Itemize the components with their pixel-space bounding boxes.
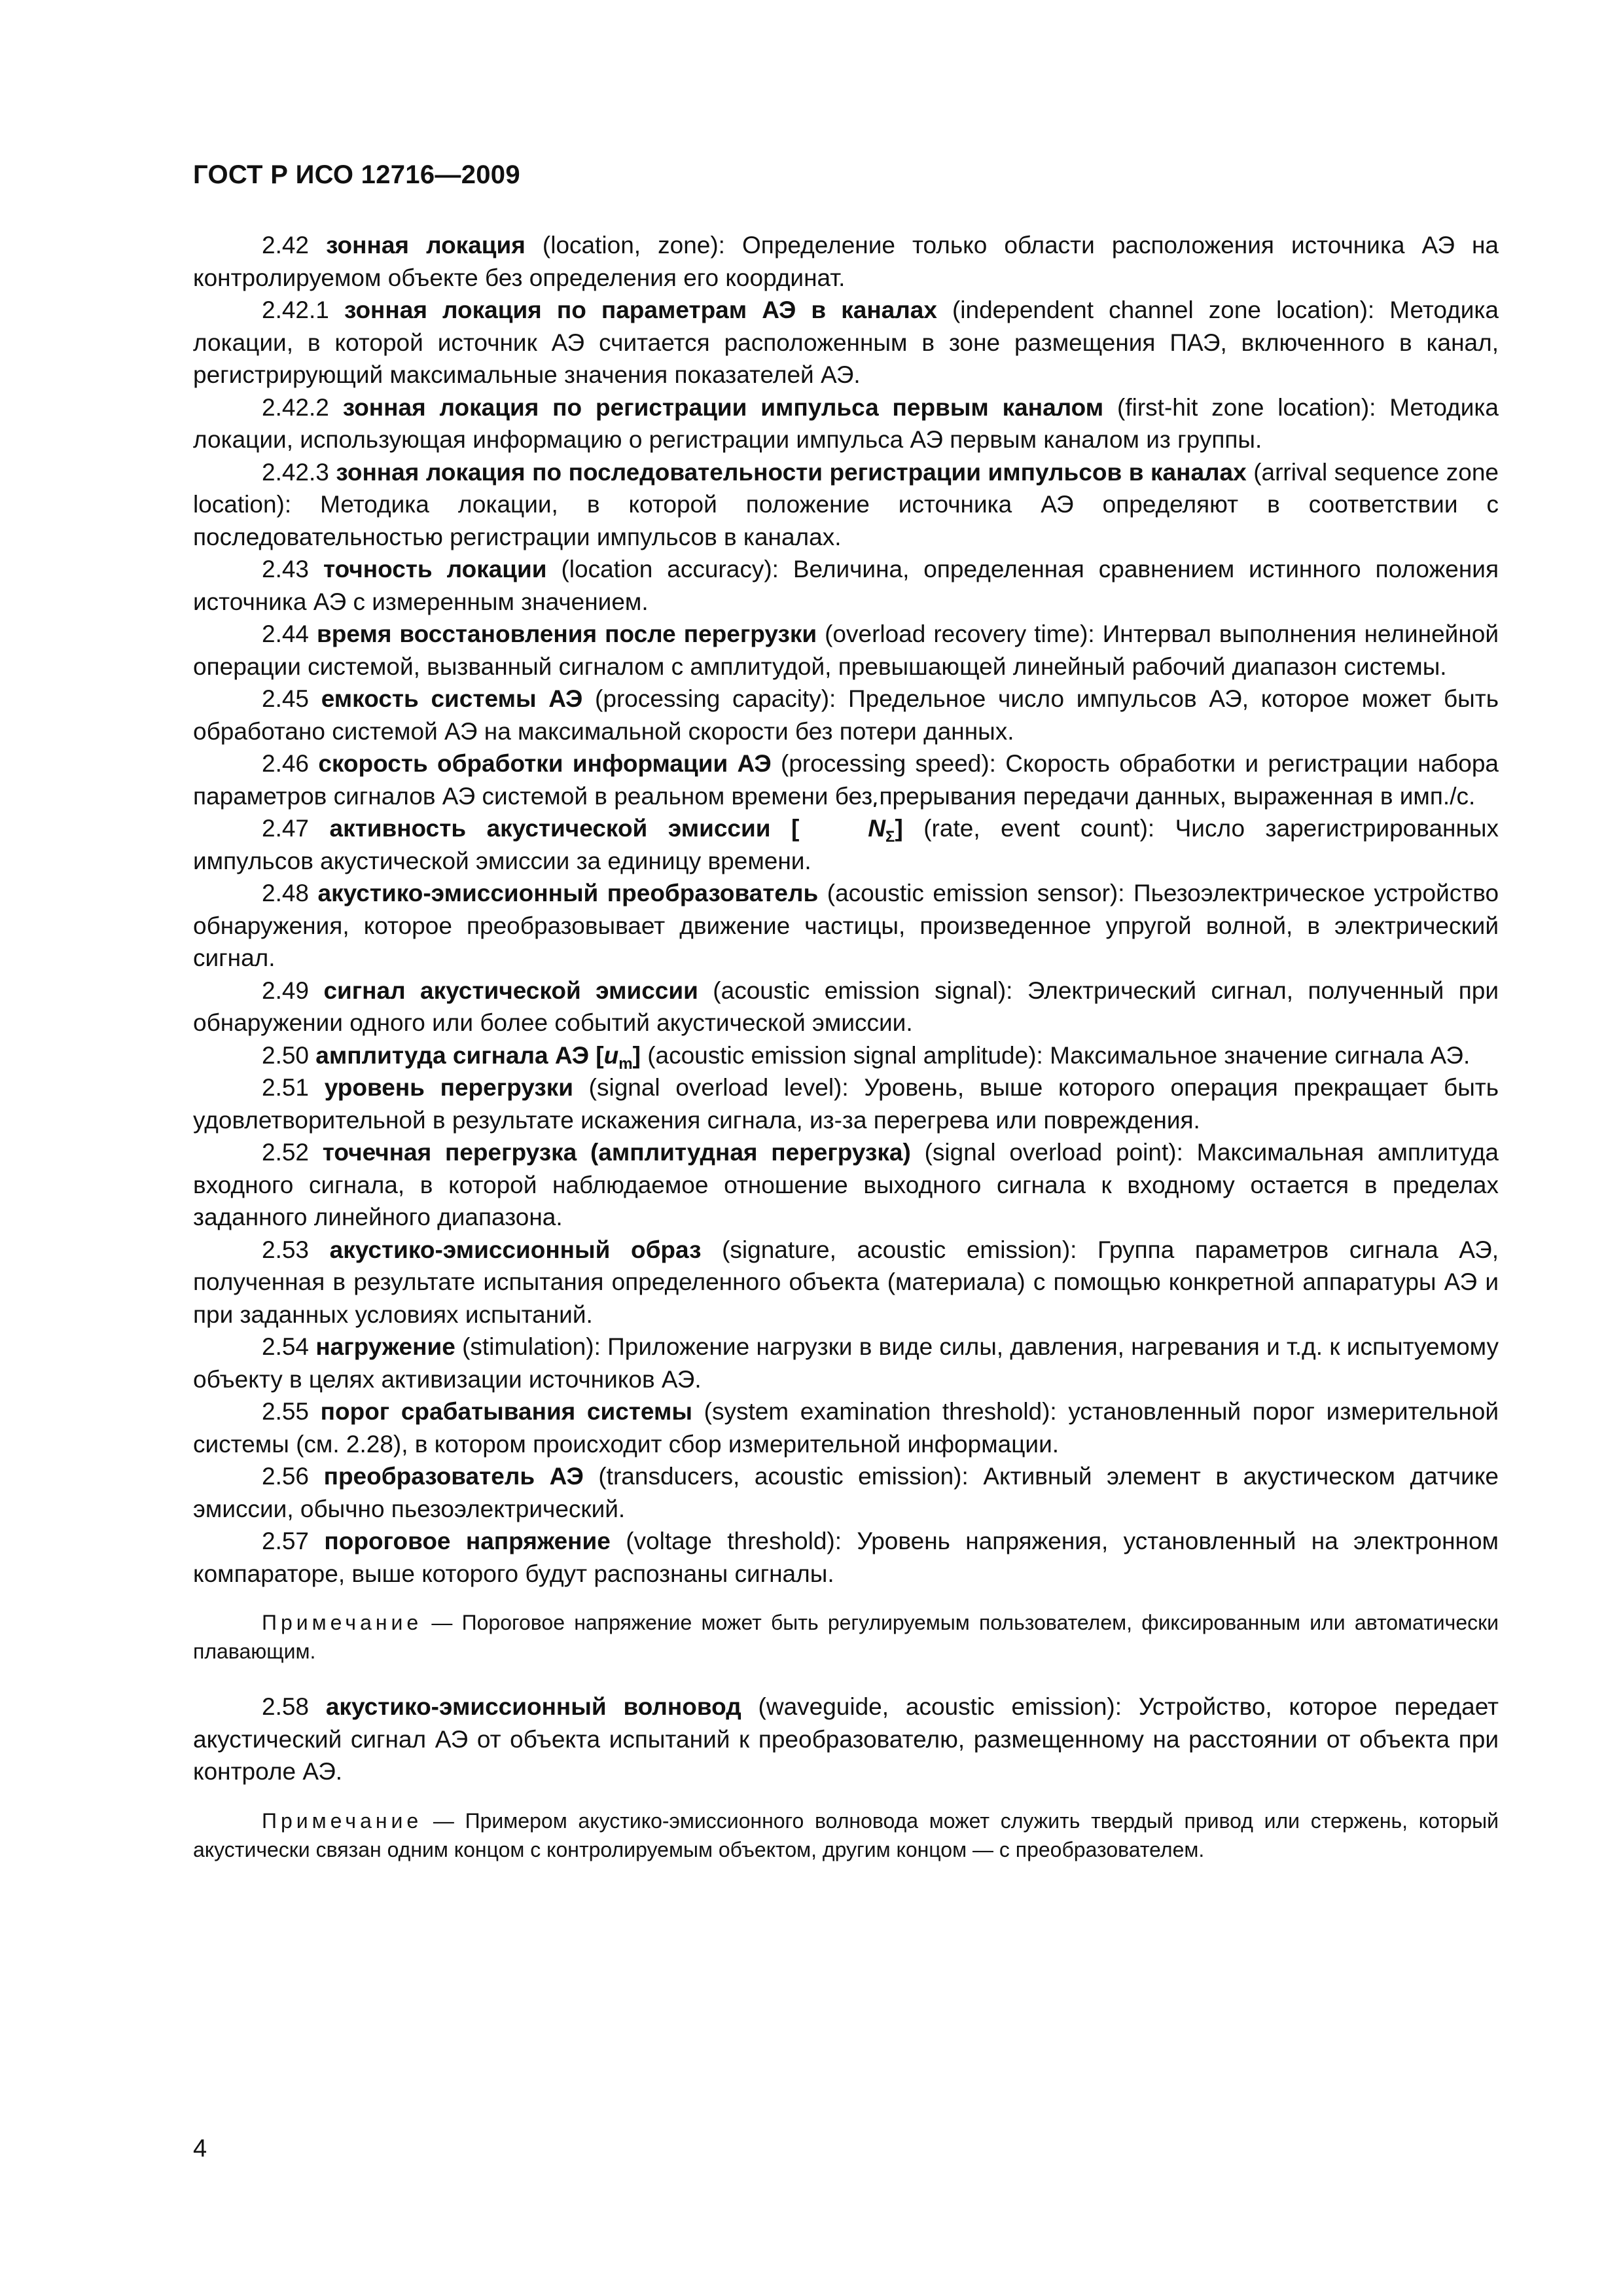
term-entry-2-58 bbox=[193, 1691, 1499, 1788]
term-definition: (waveguide, acoustic emission): Устройство, которое передает акустический сигнал АЭ от объекта испытаний к преобразователю, размещенному на расстоянии от объекта при контроле АЭ. bbox=[193, 1693, 1499, 1785]
term-name: акустико-эмиссионный образ bbox=[329, 1236, 702, 1263]
term-definition: (processing speed): Скорость обработки и регистрации набора параметров сигналов АЭ системой в реальном времени без прерывания передачи данных, выраженная в имп./с. bbox=[193, 750, 1499, 810]
term-name: скорость обработки информации АЭ bbox=[318, 750, 772, 777]
note-label: Примечание bbox=[262, 1611, 423, 1634]
term-definition: (arrival sequence zone location): Методика локации, в которой положение источника АЭ определяют в соответствии с последовательностью регистрации импульсов в каналах. bbox=[193, 458, 1499, 550]
note-label: Примечание bbox=[262, 1808, 423, 1833]
term-entry bbox=[193, 456, 1499, 554]
note-text: — Пороговое напряжение может быть регулируемым пользователем, фиксированным или автоматически плавающим. bbox=[193, 1611, 1499, 1663]
note-2 bbox=[193, 1806, 1499, 1864]
term-name: амплитуда сигнала АЭ bbox=[315, 1041, 590, 1069]
term-definition: (acoustic emission sensor): Пьезоэлектрическое устройство обнаружения, которое преобразовывает движение частицы, произведенное упругой волной, в электрический сигнал. bbox=[193, 880, 1499, 971]
term-number: 2.48 bbox=[262, 880, 310, 906]
term-entry bbox=[193, 391, 1499, 456]
term-entry bbox=[193, 1136, 1499, 1234]
symbol-bracket-close: ] bbox=[632, 1041, 641, 1069]
term-definition: (location accuracy): Величина, определенная сравнением истинного положения источника АЭ с измеренным значением. bbox=[193, 556, 1499, 615]
term-number: 2.57 bbox=[262, 1528, 310, 1554]
term-number: 2.42 bbox=[262, 232, 310, 259]
term-definition: (voltage threshold): Уровень напряжения, установленный на электронном компараторе, выше которого будут распознаны сигналы. bbox=[193, 1528, 1499, 1587]
page-number: 4 bbox=[193, 2135, 207, 2162]
term-number: 2.42.1 bbox=[262, 296, 329, 323]
term-entry bbox=[193, 1039, 1499, 1072]
term-definition: (first-hit zone location): Методика локации, использующая информацию о регистрации импульса АЭ первым каналом из группы. bbox=[193, 393, 1499, 453]
term-definition: (signal overload point): Максимальная амплитуда входного сигнала, в которой наблюдаемое отношение выходного сигнала к входному остается в пределах заданного линейного диапазона. bbox=[193, 1139, 1499, 1230]
term-definition: (system examination threshold): установленный порог измерительной системы (см. 2.28), в котором происходит сбор измерительной информации. bbox=[193, 1398, 1499, 1458]
document-body bbox=[193, 229, 1499, 1864]
term-definition: (transducers, acoustic emission): Активный элемент в акустическом датчике эмиссии, обычно пьезоэлектрический. bbox=[193, 1463, 1499, 1522]
symbol-bracket-open: [ bbox=[770, 815, 800, 842]
term-symbol: u bbox=[603, 1041, 619, 1069]
term-entry bbox=[193, 618, 1499, 683]
term-number: 2.46 bbox=[262, 750, 310, 777]
term-name: зонная локация по регистрации импульса первым каналом bbox=[342, 393, 1104, 421]
term-definition: (signal overload level): Уровень, выше которого операция прекращает быть удовлетворительной в результате искажения сигнала, из-за перегрева или повреждения. bbox=[193, 1074, 1499, 1134]
term-number: 2.42.3 bbox=[262, 458, 329, 486]
term-number: 2.42.2 bbox=[262, 393, 329, 421]
term-entry bbox=[193, 683, 1499, 747]
term-definition: (rate, event count): Число зарегистрированных импульсов акустической эмиссии за единицу времени. bbox=[193, 815, 1499, 874]
symbol-bracket-open: [ bbox=[589, 1041, 604, 1069]
term-definition: (acoustic emission signal amplitude): Максимальное значение сигнала АЭ. bbox=[640, 1041, 1471, 1069]
term-definition: (signature, acoustic emission): Группа параметров сигнала АЭ, полученная в результате испытания определенного объекта (материала) с помощью конкретной аппаратуры АЭ и при заданных условиях испытаний. bbox=[193, 1236, 1499, 1328]
term-number: 2.53 bbox=[262, 1236, 310, 1263]
term-name: акустико-эмиссионный волновод bbox=[325, 1693, 741, 1720]
term-name: уровень перегрузки bbox=[324, 1074, 573, 1101]
terms-list bbox=[193, 229, 1499, 1590]
term-entry bbox=[193, 1525, 1499, 1590]
term-number: 2.54 bbox=[262, 1333, 310, 1360]
note-text: — Примером акустико-эмиссионного волновода может служить твердый привод или стержень, который акустически связан одним концом с контролируемым объектом, другим концом — с преобразователем. bbox=[193, 1808, 1499, 1861]
term-definition: (stimulation): Приложение нагрузки в виде силы, давления, нагревания и т.д. к испытуемому объекту в целях активизации источников АЭ. bbox=[193, 1333, 1499, 1393]
term-number: 2.58 bbox=[262, 1693, 310, 1720]
term-name: зонная локация по последовательности регистрации импульсов в каналах bbox=[336, 458, 1247, 486]
term-number: 2.43 bbox=[262, 556, 310, 583]
term-definition: (independent channel zone location): Методика локации, в которой источник АЭ считается расположенным в зоне размещения ПАЭ, включенного в канал, регистрирующий максимальные значения показателей АЭ. bbox=[193, 296, 1499, 388]
term-entry bbox=[193, 553, 1499, 618]
term-symbol-subscript: Σ bbox=[885, 828, 895, 846]
term-number: 2.51 bbox=[262, 1074, 310, 1101]
term-entry bbox=[193, 294, 1499, 391]
term-number: 2.55 bbox=[262, 1398, 310, 1425]
symbol-bracket-close: ] bbox=[895, 815, 903, 842]
term-name: активность акустической эмиссии bbox=[329, 815, 771, 842]
term-number: 2.50 bbox=[262, 1041, 310, 1069]
term-number: 2.47 bbox=[262, 815, 310, 842]
term-name: точечная перегрузка (амплитудная перегрузка) bbox=[322, 1139, 911, 1166]
term-entry bbox=[193, 1234, 1499, 1331]
term-entry bbox=[193, 975, 1499, 1039]
term-number: 2.45 bbox=[262, 685, 310, 712]
term-name: преобразователь АЭ bbox=[323, 1463, 584, 1490]
page-header-title: ГОСТ Р ИСО 12716—2009 bbox=[193, 160, 520, 189]
term-name: сигнал акустической эмиссии bbox=[323, 977, 698, 1004]
note-1 bbox=[193, 1608, 1499, 1666]
term-definition: (processing capacity): Предельное число импульсов АЭ, которое может быть обработано системой АЭ на максимальной скорости без потери данных. bbox=[193, 685, 1499, 745]
term-entry bbox=[193, 229, 1499, 294]
term-entry bbox=[193, 1071, 1499, 1136]
term-entry bbox=[193, 1331, 1499, 1395]
term-number: 2.44 bbox=[262, 620, 310, 647]
term-name: порог срабатывания системы bbox=[320, 1398, 692, 1425]
term-definition: (acoustic emission signal): Электрический сигнал, полученный при обнаружении одного или более событий акустической эмиссии. bbox=[193, 977, 1499, 1036]
term-name: емкость системы АЭ bbox=[321, 685, 583, 712]
term-name: зонная локация bbox=[326, 232, 526, 259]
term-definition: (overload recovery time): Интервал выполнения нелинейной операции системой, вызванный сигналом с амплитудой, превышающей линейный рабочий диапазон системы. bbox=[193, 620, 1499, 680]
term-symbol: ' N bbox=[799, 812, 885, 845]
term-name: нагружение bbox=[315, 1333, 455, 1360]
term-name: пороговое напряжение bbox=[324, 1528, 611, 1554]
term-name: зонная локация по параметрам АЭ в каналах bbox=[344, 296, 937, 323]
term-name: точность локации bbox=[323, 556, 547, 583]
term-entry bbox=[193, 1460, 1499, 1525]
term-name: акустико-эмиссионный преобразователь bbox=[317, 880, 819, 906]
term-number: 2.52 bbox=[262, 1139, 310, 1166]
term-number: 2.56 bbox=[262, 1463, 310, 1490]
term-symbol-subscript: m bbox=[618, 1054, 633, 1073]
term-number: 2.49 bbox=[262, 977, 310, 1004]
term-entry bbox=[193, 877, 1499, 975]
term-name: время восстановления после перегрузки bbox=[317, 620, 817, 647]
term-entry bbox=[193, 812, 1499, 877]
term-entry bbox=[193, 1395, 1499, 1460]
term-definition: (location, zone): Определение только области расположения источника АЭ на контролируемом объекте без определения его координат. bbox=[193, 232, 1499, 291]
